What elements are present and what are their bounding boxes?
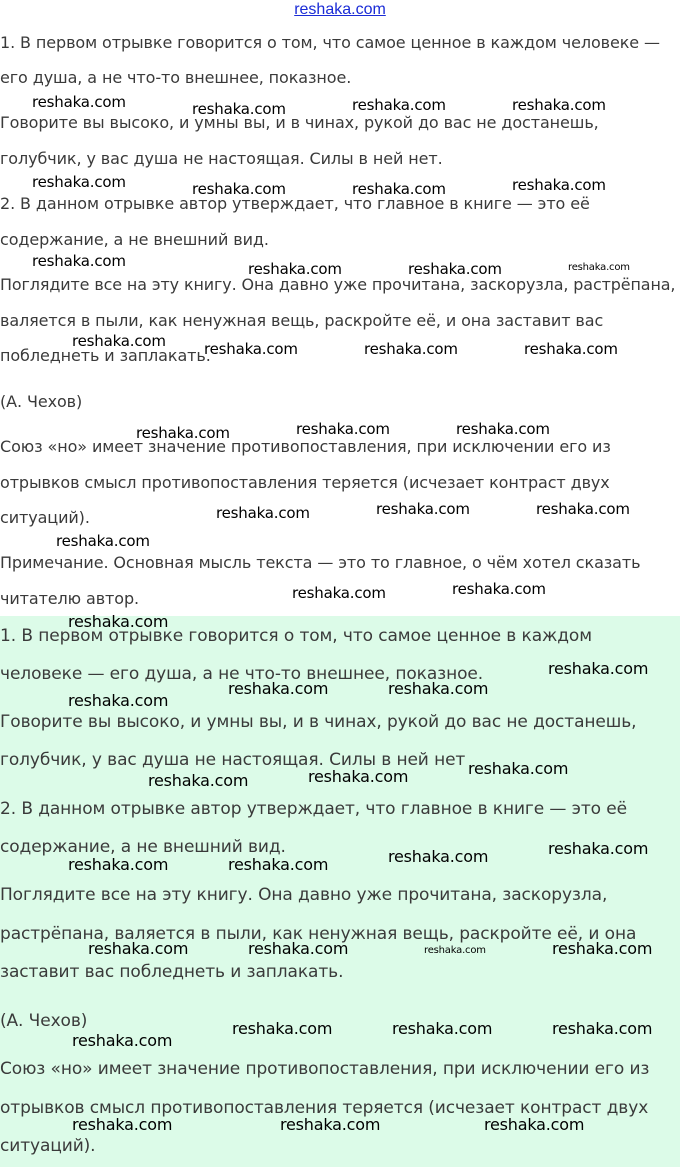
watermark: reshaka.com	[388, 679, 489, 698]
text-line: голубчик, у вас душа не настоящая. Силы в ней нет	[0, 750, 466, 770]
text-line: 2. В данном отрывке автор утверждает, что главное в книге — это её	[0, 194, 590, 213]
watermark: reshaka.com	[452, 580, 546, 598]
text-line: заставит вас побледнеть и заплакать.	[0, 962, 344, 982]
watermark: reshaka.com	[552, 1019, 653, 1038]
text-line: содержание, а не внешний вид.	[0, 837, 286, 857]
text-line: голубчик, у вас душа не настоящая. Силы в ней нет.	[0, 149, 443, 168]
watermark: reshaka.com	[424, 945, 486, 956]
watermark: reshaka.com	[468, 759, 569, 778]
text-line: побледнеть и заплакать.	[0, 346, 211, 365]
watermark: reshaka.com	[548, 839, 649, 858]
author-credit: (А. Чехов)	[0, 392, 83, 411]
answer-block-highlighted	[0, 612, 680, 1167]
watermark: reshaka.com	[248, 260, 342, 278]
watermark: reshaka.com	[352, 180, 446, 198]
watermark: reshaka.com	[32, 93, 126, 111]
note-line: Примечание. Основная мысль текста — это то главное, о чём хотел сказать	[0, 553, 641, 572]
text-line: человеке — его душа, а не что-то внешнее, показное.	[0, 664, 484, 684]
watermark: reshaka.com	[32, 173, 126, 191]
author-credit: (А. Чехов)	[0, 1011, 88, 1031]
watermark: reshaka.com	[148, 771, 249, 790]
watermark: reshaka.com	[68, 691, 169, 710]
text-line: ситуаций).	[0, 508, 90, 527]
watermark: reshaka.com	[280, 1115, 381, 1134]
watermark: reshaka.com	[32, 252, 126, 270]
watermark: reshaka.com	[364, 340, 458, 358]
answer-block-plain	[0, 20, 680, 616]
note-line: читателю автор.	[0, 589, 140, 608]
watermark: reshaka.com	[292, 584, 386, 602]
watermark: reshaka.com	[296, 420, 390, 438]
text-line: Говорите вы высоко, и умны вы, и в чинах, рукой до вас не достанешь,	[0, 712, 637, 732]
watermark: reshaka.com	[536, 500, 630, 518]
watermark: reshaka.com	[88, 939, 189, 958]
watermark: reshaka.com	[136, 424, 230, 442]
text-line: 1. В первом отрывке говорится о том, что самое ценное в каждом	[0, 626, 592, 646]
text-line: отрывков смысл противопоставления теряется (исчезает контраст двух	[0, 1098, 649, 1118]
watermark: reshaka.com	[512, 96, 606, 114]
text-line: отрывков смысл противопоставления теряется (исчезает контраст двух	[0, 473, 610, 492]
watermark: reshaka.com	[192, 100, 286, 118]
watermark: reshaka.com	[228, 855, 329, 874]
text-line: Поглядите все на эту книгу. Она давно уже прочитана, заскорузла, растрёпана,	[0, 275, 676, 294]
watermark: reshaka.com	[228, 679, 329, 698]
watermark: reshaka.com	[388, 847, 489, 866]
watermark: reshaka.com	[68, 855, 169, 874]
text-line: 2. В данном отрывке автор утверждает, что главное в книге — это её	[0, 799, 627, 819]
watermark: reshaka.com	[204, 340, 298, 358]
watermark: reshaka.com	[68, 612, 169, 631]
text-line: его душа, а не что-то внешнее, показное.	[0, 68, 352, 87]
watermark: reshaka.com	[376, 500, 470, 518]
watermark: reshaka.com	[392, 1019, 493, 1038]
text-line: Союз «но» имеет значение противопоставления, при исключении его из	[0, 437, 611, 456]
site-header-link[interactable]: reshaka.com	[294, 1, 386, 18]
watermark: reshaka.com	[512, 176, 606, 194]
watermark: reshaka.com	[248, 939, 349, 958]
watermark: reshaka.com	[568, 262, 630, 273]
watermark: reshaka.com	[72, 332, 166, 350]
text-line: Поглядите все на эту книгу. Она давно уже прочитана, заскорузла,	[0, 885, 608, 905]
watermark: reshaka.com	[308, 767, 409, 786]
text-line: ситуаций).	[0, 1136, 96, 1156]
text-line: 1. В первом отрывке говорится о том, что самое ценное в каждом человеке —	[0, 33, 660, 52]
watermark: reshaka.com	[552, 939, 653, 958]
watermark: reshaka.com	[72, 1115, 173, 1134]
text-line: растрёпана, валяется в пыли, как ненужная вещь, раскройте её, и она	[0, 924, 637, 944]
text-line: содержание, а не внешний вид.	[0, 230, 269, 249]
watermark: reshaka.com	[524, 340, 618, 358]
watermark: reshaka.com	[232, 1019, 333, 1038]
watermark: reshaka.com	[484, 1115, 585, 1134]
watermark: reshaka.com	[352, 96, 446, 114]
watermark: reshaka.com	[72, 1031, 173, 1050]
watermark: reshaka.com	[548, 659, 649, 678]
watermark: reshaka.com	[192, 180, 286, 198]
text-line: Говорите вы высоко, и умны вы, и в чинах, рукой до вас не достанешь,	[0, 113, 599, 132]
watermark: reshaka.com	[56, 532, 150, 550]
watermark: reshaka.com	[456, 420, 550, 438]
watermark: reshaka.com	[216, 504, 310, 522]
text-line: валяется в пыли, как ненужная вещь, раскройте её, и она заставит вас	[0, 311, 604, 330]
watermark: reshaka.com	[408, 260, 502, 278]
text-line: Союз «но» имеет значение противопоставления, при исключении его из	[0, 1059, 650, 1079]
